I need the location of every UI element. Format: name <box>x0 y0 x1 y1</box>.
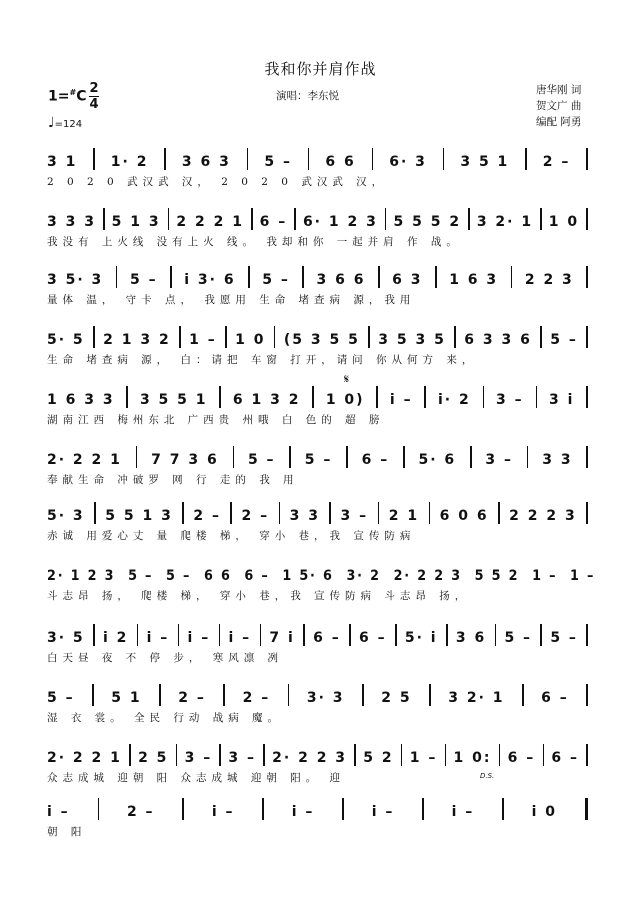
lyrics-line: 生命 堵查病 源， 白：请把 车窗 打开，请问 你从何方 来， <box>47 354 478 366</box>
score-system <box>47 554 595 610</box>
score-system <box>47 790 595 846</box>
barline <box>403 446 405 468</box>
measure: i – <box>211 804 235 820</box>
barline <box>586 266 588 288</box>
measure: 5 – <box>504 630 533 646</box>
measure: 1 0: <box>453 750 492 766</box>
barline <box>225 326 227 348</box>
measure: 1 6 3 <box>449 272 499 288</box>
barline <box>126 386 128 408</box>
measure: 5 2 <box>363 750 394 766</box>
barline <box>182 502 184 524</box>
measure: 2· 2 2 1 <box>47 750 122 766</box>
barline <box>527 446 529 468</box>
measure: 2 – <box>241 508 270 524</box>
barline <box>424 386 426 408</box>
measure: 6 6 <box>325 154 356 170</box>
measure: 6 – <box>259 214 288 230</box>
measure: 5· 5 <box>47 332 85 348</box>
measure: 1 – <box>532 568 558 584</box>
barline <box>116 266 118 288</box>
barline <box>137 624 139 646</box>
notation-line <box>47 736 595 766</box>
measure: 2 1 <box>388 508 420 524</box>
barline <box>540 208 542 230</box>
barline <box>585 798 588 820</box>
barline <box>372 148 374 170</box>
measure: 5 – <box>47 690 75 706</box>
measure: 1 0) <box>325 392 365 408</box>
measure: i – <box>47 804 70 820</box>
measure: 3 – <box>496 392 524 408</box>
measure: 5· 3 <box>47 508 85 524</box>
barline <box>446 624 448 646</box>
measure: 6 – <box>361 452 390 468</box>
measure: 6 6 <box>203 568 232 584</box>
measure: 3 6 <box>455 630 487 646</box>
measure: 5 1 <box>111 690 142 706</box>
measure: 6· 3 <box>389 154 427 170</box>
barline <box>289 446 291 468</box>
barline <box>308 148 310 170</box>
barline <box>385 208 387 230</box>
score-system <box>47 438 595 494</box>
measure: 5· i <box>404 630 438 646</box>
barline <box>230 502 232 524</box>
measure: i 2 <box>102 630 129 646</box>
score-system <box>47 494 595 550</box>
measure: 1 0 <box>548 214 580 230</box>
barline <box>279 502 281 524</box>
barline <box>179 326 181 348</box>
measure: i – <box>187 630 211 646</box>
barline <box>454 326 456 348</box>
barline <box>176 744 178 766</box>
lyrics-line: 奉献生命 冲破罗 网 行 走的 我 用 <box>47 474 299 486</box>
measure: 2 – <box>126 804 155 820</box>
measure: 5 – <box>304 452 333 468</box>
barline <box>103 208 105 230</box>
barline <box>302 266 304 288</box>
measure: 3 1 <box>47 154 78 170</box>
measure: 3· 3 <box>306 690 345 706</box>
measure: 3 5 1 <box>460 154 510 170</box>
measure: 1 – <box>409 750 438 766</box>
measure: 3 6 3 <box>181 154 231 170</box>
ds-mark: D.S. <box>480 772 495 780</box>
measure: 3 – <box>485 452 513 468</box>
barline <box>248 266 250 288</box>
barline <box>429 684 431 706</box>
barline <box>378 502 380 524</box>
barline <box>233 446 235 468</box>
measure: i – <box>291 804 315 820</box>
barline <box>129 744 131 766</box>
notation-line <box>47 200 595 230</box>
measure: 2· 1 2 3 <box>47 568 116 584</box>
measure: 3 3 <box>289 508 321 524</box>
barline <box>435 266 437 288</box>
credits-block <box>536 82 581 130</box>
barline <box>540 326 542 348</box>
barline <box>182 798 184 820</box>
measure: 6 0 6 <box>439 508 489 524</box>
measure: i – <box>228 630 252 646</box>
barline <box>93 148 95 170</box>
barline <box>429 502 431 524</box>
lyrics-line: 湖南江西 梅州东北 广西贵 州哦 白 色的 超 膀 <box>47 414 385 426</box>
key-signature: 1=#C <box>48 88 87 105</box>
measure: 6 – <box>541 690 569 706</box>
barline <box>159 684 161 706</box>
barline <box>445 744 447 766</box>
measure: i· 2 <box>437 392 471 408</box>
score-system <box>47 378 595 434</box>
measure: i – <box>451 804 475 820</box>
measure: 5 5 2 <box>474 568 520 584</box>
barline <box>93 624 95 646</box>
barline <box>164 148 166 170</box>
barline <box>247 148 249 170</box>
song-title: 我和你并肩作战 <box>264 60 377 78</box>
barline <box>586 684 588 706</box>
measure: 2 1 3 2 <box>103 332 171 348</box>
measure: 3· 5 <box>47 630 85 646</box>
measure: 5 – <box>166 568 192 584</box>
lyrics-line: 斗志昂 扬， 爬楼 梯， 穿小 巷，我 宣传防病 斗志昂 扬， <box>47 590 471 602</box>
measure: 3 3 3 <box>47 214 96 230</box>
notation-line <box>47 676 595 706</box>
lyrics-line: 白天昼 夜 不 停 步， 寒风凛 冽 <box>47 652 284 664</box>
measure: 1 5· 6 <box>282 568 334 584</box>
measure: 5· 6 <box>418 452 457 468</box>
measure: i – <box>389 392 413 408</box>
notation-line <box>47 258 595 288</box>
barline <box>511 266 513 288</box>
barline <box>443 148 445 170</box>
barline <box>540 624 542 646</box>
lyrics-line: 朝 阳 <box>47 826 87 838</box>
measure: 2 – <box>178 690 206 706</box>
barline <box>346 446 348 468</box>
notation-line <box>47 140 595 170</box>
composer-credit: 贺文广 曲 <box>536 100 582 112</box>
measure: 7 i <box>269 630 295 646</box>
barline <box>498 502 500 524</box>
measure: 6 – <box>507 750 536 766</box>
measure: (5 3 5 5 <box>283 332 360 348</box>
barline <box>312 386 314 408</box>
segno-icon: 𝄋 <box>344 372 350 386</box>
barline <box>354 744 356 766</box>
measure: 1 – <box>570 568 596 584</box>
barline <box>178 624 180 646</box>
barline <box>223 684 225 706</box>
measure: 6 1 3 2 <box>232 392 301 408</box>
measure: 3 6 6 <box>316 272 366 288</box>
measure: 3 – <box>184 750 213 766</box>
barline <box>495 624 497 646</box>
measure: 2· 2 2 3 <box>272 750 348 766</box>
barline <box>586 744 588 766</box>
measure: 3 5 5 1 <box>139 392 208 408</box>
barline <box>536 386 538 408</box>
barline <box>260 624 262 646</box>
measure: 5 – <box>550 630 578 646</box>
measure: 6 3 <box>392 272 423 288</box>
barline <box>395 624 397 646</box>
barline <box>93 326 95 348</box>
measure: 6 – <box>244 568 270 584</box>
measure: 3· 2 <box>346 568 381 584</box>
lyricist-credit: 唐华刚 词 <box>536 84 582 96</box>
barline <box>98 798 100 820</box>
measure: 2 2 2 1 <box>176 214 244 230</box>
measure: 1 0 <box>235 332 266 348</box>
barline <box>294 208 296 230</box>
barline <box>586 624 588 646</box>
measure: i 0 <box>531 804 557 820</box>
measure: 2 – <box>242 690 271 706</box>
barline <box>219 624 221 646</box>
barline <box>136 446 138 468</box>
measure: 5 1 3 <box>111 214 161 230</box>
measure: 5 – <box>128 568 154 584</box>
barline <box>168 208 170 230</box>
measure: 2· 2 2 3 <box>393 568 462 584</box>
measure: 6 3 3 6 <box>464 332 532 348</box>
score-system <box>47 318 595 374</box>
measure: 2 – <box>542 154 571 170</box>
notation-line <box>47 554 596 584</box>
measure: 5 – <box>550 332 578 348</box>
barline <box>522 684 524 706</box>
barline <box>586 148 588 170</box>
measure: 6 – <box>313 630 341 646</box>
measure: 1· 2 <box>110 154 149 170</box>
lyrics-line: 2 0 2 0 武汉武 汉， 2 0 2 0 武汉武 汉， <box>47 176 388 188</box>
score-system <box>47 616 595 672</box>
score-system <box>47 200 595 256</box>
measure: 6 – <box>551 750 580 766</box>
score-system <box>47 258 595 314</box>
barline <box>470 446 472 468</box>
barline <box>288 684 290 706</box>
lyrics-line: 量体 温， 守卡 点， 我愿用 生命 堵查病 源，我用 <box>47 294 416 306</box>
measure: 5 5 1 3 <box>105 508 173 524</box>
notation-line <box>47 438 595 468</box>
barline <box>502 798 504 820</box>
tempo-marking: ♩=124 <box>48 115 83 131</box>
measure: 2 2 3 <box>524 272 574 288</box>
barline <box>422 798 424 820</box>
measure: 5 – <box>264 154 292 170</box>
measure: 5 5 5 2 <box>393 214 462 230</box>
measure: 2 5 <box>381 690 412 706</box>
measure: 5 – <box>129 272 158 288</box>
measure: 3 3 <box>542 452 573 468</box>
barline <box>262 798 264 820</box>
measure: 3 5· 3 <box>47 272 104 288</box>
notation-line <box>47 494 595 524</box>
barline <box>586 446 588 468</box>
barline <box>499 744 501 766</box>
measure: 1 – <box>189 332 217 348</box>
lyrics-line: 我没有 上火线 没有上火 线。 我却和你 一起并肩 作 战。 <box>47 236 462 248</box>
quarter-note-icon: ♩ <box>48 115 55 131</box>
barline <box>219 386 221 408</box>
score-system <box>47 736 595 792</box>
lyrics-line: 众志成城 迎朝 阳 众志成城 迎朝 阳。 迎 <box>47 772 346 784</box>
measure: 2 5 <box>138 750 169 766</box>
barline <box>378 266 380 288</box>
barline <box>586 208 588 230</box>
barline <box>468 208 470 230</box>
barline <box>251 208 253 230</box>
measure: 2· 2 2 1 <box>47 452 122 468</box>
measure: i – <box>371 804 395 820</box>
measure: 3 2· 1 <box>476 214 534 230</box>
barline <box>349 624 351 646</box>
notation-line <box>47 790 595 820</box>
measure: 6 – <box>358 630 387 646</box>
measure: 5 – <box>247 452 276 468</box>
barline <box>376 386 378 408</box>
barline <box>362 684 364 706</box>
measure: 1 6 3 3 <box>47 392 115 408</box>
measure: 3 2· 1 <box>448 690 505 706</box>
time-signature: 2 4 <box>89 81 99 112</box>
measure: 3 i <box>549 392 575 408</box>
barline <box>329 502 331 524</box>
barline <box>342 798 344 820</box>
barline <box>368 326 370 348</box>
barline <box>92 684 94 706</box>
barline <box>586 326 588 348</box>
measure: 2 – <box>193 508 221 524</box>
barline <box>170 266 172 288</box>
barline <box>586 502 588 524</box>
lyrics-line: 赤诚 用爱心丈 量 爬楼 梯， 穿小 巷，我 宣传防病 <box>47 530 416 542</box>
notation-line <box>47 378 595 408</box>
score-system <box>47 676 595 732</box>
barline <box>303 624 305 646</box>
notation-line <box>47 616 595 646</box>
lyrics-line: 湿 衣 裳。 全民 行动 战病 魔。 <box>47 712 284 724</box>
measure: 6· 1 2 3 <box>302 214 378 230</box>
measure: 3 – <box>228 750 256 766</box>
measure: 3 5 3 5 <box>378 332 446 348</box>
barline <box>274 326 276 348</box>
score-system <box>47 140 595 196</box>
barline <box>586 386 588 408</box>
measure: 3 – <box>340 508 369 524</box>
barline <box>483 386 485 408</box>
measure: 2 2 2 3 <box>509 508 577 524</box>
singer-credit: 演唱：李东悦 <box>276 90 339 102</box>
barline <box>543 744 545 766</box>
notation-line <box>47 318 595 348</box>
barline <box>219 744 221 766</box>
measure: 7 7 3 6 <box>151 452 219 468</box>
barline <box>263 744 265 766</box>
measure: 5 – <box>262 272 290 288</box>
arranger-credit: 编配 阿勇 <box>536 116 582 128</box>
barline <box>401 744 403 766</box>
barline <box>94 502 96 524</box>
measure: i 3· 6 <box>184 272 236 288</box>
measure: i – <box>146 630 170 646</box>
barline <box>525 148 527 170</box>
